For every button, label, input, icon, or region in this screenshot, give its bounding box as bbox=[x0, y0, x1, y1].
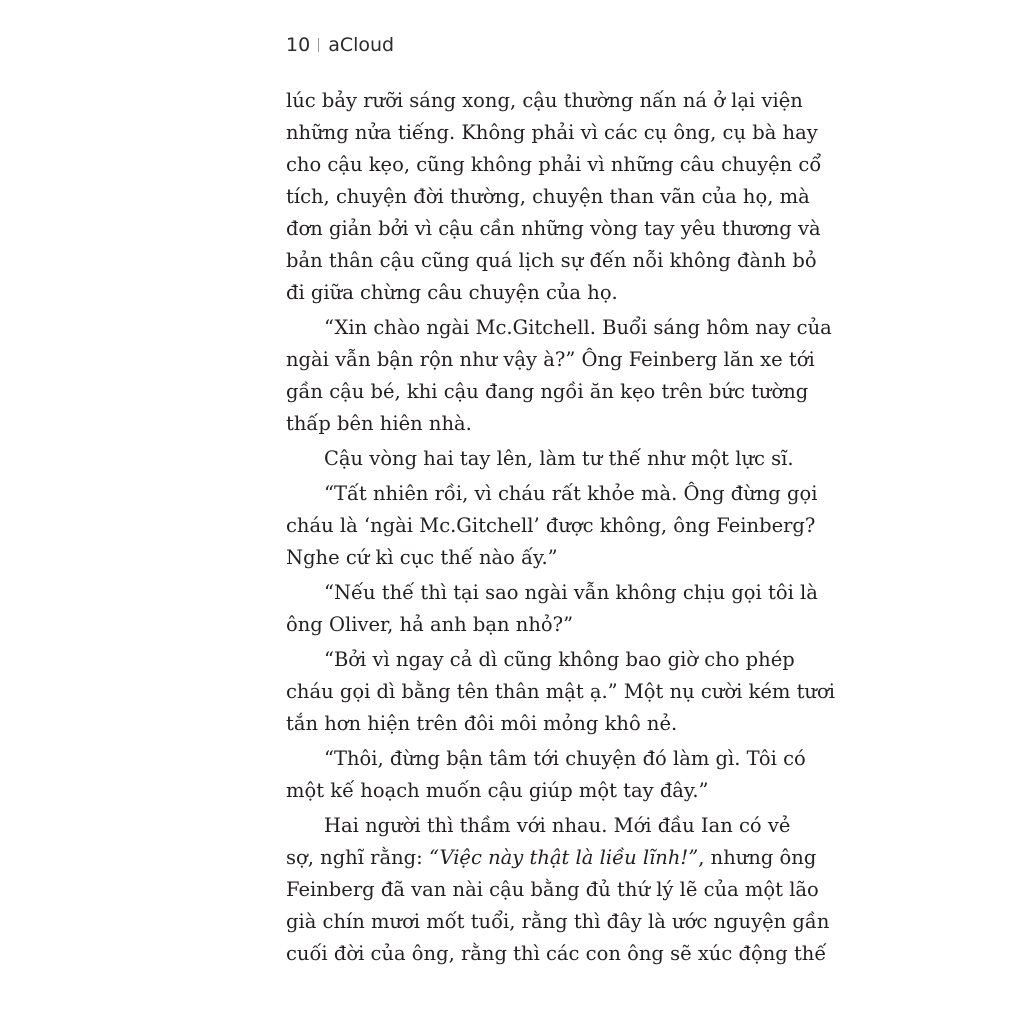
text-line: Cậu vòng hai tay lên, làm tư thế như một lực sĩ. bbox=[324, 447, 794, 470]
text-line: Feinberg đã van nài cậu bằng đủ thứ lý lẽ của một lão bbox=[286, 878, 819, 901]
text-line: đơn giản bởi vì cậu cần những vòng tay yêu thương và bbox=[286, 217, 821, 240]
running-header bbox=[286, 32, 394, 58]
text-line: cuối đời của ông, rằng thì các con ông sẽ xúc động thế bbox=[286, 942, 827, 965]
text-line: những nửa tiếng. Không phải vì các cụ ông, cụ bà hay bbox=[286, 121, 818, 144]
text-line: “Xin chào ngài Mc.Gitchell. Buổi sáng hôm nay của bbox=[324, 316, 832, 339]
paragraph-5 bbox=[286, 577, 818, 641]
text-after-italic: , nhưng ông bbox=[698, 846, 817, 869]
text-line-with-italic bbox=[286, 842, 817, 874]
text-line: Nghe cứ kì cục thế nào ấy.” bbox=[286, 546, 558, 569]
text-line: gần cậu bé, khi cậu đang ngồi ăn kẹo trên bức tường bbox=[286, 380, 809, 403]
text-line: “Bởi vì ngay cả dì cũng không bao giờ cho phép bbox=[324, 648, 795, 671]
body-text bbox=[286, 85, 835, 970]
paragraph-3 bbox=[286, 443, 794, 475]
paragraph-1 bbox=[286, 85, 822, 309]
paragraph-7 bbox=[286, 743, 806, 807]
text-line: một kế hoạch muốn cậu giúp một tay đây.” bbox=[286, 779, 709, 802]
text-line: “Tất nhiên rồi, vì cháu rất khỏe mà. Ông đừng gọi bbox=[324, 482, 818, 505]
header-separator bbox=[318, 38, 319, 52]
text-line: tắn hơn hiện trên đôi môi mỏng khô nẻ. bbox=[286, 712, 678, 735]
text-line: cháu gọi dì bằng tên thân mật ạ.” Một nụ cười kém tươi bbox=[286, 680, 835, 703]
text-line: đi giữa chừng câu chuyện của họ. bbox=[286, 281, 618, 304]
paragraph-2 bbox=[286, 312, 832, 440]
text-before-italic: sợ, nghĩ rằng: bbox=[286, 846, 429, 869]
book-title: aCloud bbox=[328, 34, 395, 56]
text-line: tích, chuyện đời thường, chuyện than vãn của họ, mà bbox=[286, 185, 810, 208]
paragraph-8 bbox=[286, 810, 830, 970]
paragraph-6 bbox=[286, 644, 835, 740]
text-line: cho cậu kẹo, cũng không phải vì những câu chuyện cổ bbox=[286, 153, 822, 176]
text-line: thấp bên hiên nhà. bbox=[286, 412, 472, 435]
text-line: “Nếu thế thì tại sao ngài vẫn không chịu gọi tôi là bbox=[324, 581, 818, 604]
text-line: Hai người thì thầm với nhau. Mới đầu Ian có vẻ bbox=[324, 814, 791, 837]
paragraph-4 bbox=[286, 478, 818, 574]
italic-quote: “Việc này thật là liều lĩnh!” bbox=[428, 846, 699, 869]
text-line: cháu là ‘ngài Mc.Gitchell’ được không, ông Feinberg? bbox=[286, 514, 816, 537]
page-number: 10 bbox=[286, 34, 311, 56]
text-line: lúc bảy rưỡi sáng xong, cậu thường nấn ná ở lại viện bbox=[286, 89, 803, 112]
text-line: ngài vẫn bận rộn như vậy à?” Ông Feinberg lăn xe tới bbox=[286, 348, 815, 371]
text-line: bản thân cậu cũng quá lịch sự đến nỗi không đành bỏ bbox=[286, 249, 817, 272]
text-line: ông Oliver, hả anh bạn nhỏ?” bbox=[286, 613, 574, 636]
text-line: “Thôi, đừng bận tâm tới chuyện đó làm gì. Tôi có bbox=[324, 747, 806, 770]
text-line: già chín mươi mốt tuổi, rằng thì đây là ước nguyện gần bbox=[286, 910, 830, 933]
